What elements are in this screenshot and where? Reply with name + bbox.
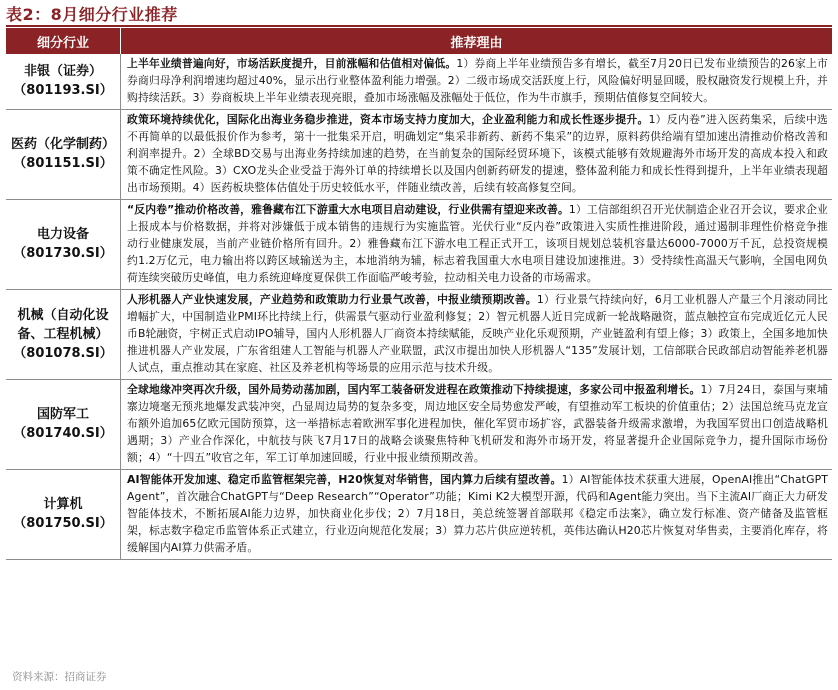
reason-body: 1）行业景气持续向好，6月工业机器人产量三个月滚动同比增幅扩大，中国制造业PMI环比持续上行，供需景气驱动行业盈利修复；2）智元机器人近日完成新一轮战略融资，蓝点触控宣布完成近亿元人民币B轮融资，宇树正式启动IPO辅导，国内人形机器人厂商资本持续赋能，反映产业化乐观预期，产业链盈利有望上修；3）政策上，全国多地加快推进机器人产业发展，广东省组建人工智能与机器人产业联盟，武汉市提出加快人形机器人“135”发展计划，工信部联合民政部启动智能养老机器人试点，重点推动其在家庭、社区及养老机构等场景的应用示范与技术升级。 [127, 292, 829, 375]
reason-highlight: 政策环境持续优化，国际化出海业务稳步推进，资本市场支持力度加大，企业盈利能力和成长性逐步提升。 [127, 112, 649, 126]
sector-cell [6, 379, 121, 469]
sector-name: 电力设备 [36, 227, 89, 243]
sector-cell [6, 199, 121, 289]
table-row [6, 289, 832, 379]
reason-cell [121, 109, 833, 199]
reason-body: 1）券商上半年业绩预告多有增长，截至7月20日已发布业绩预告的26家上市券商归母净利润增速均超过40%，显示出行业整体盈利能力增强。2）二级市场成交活跃度上行，风险偏好明显回暖，股权融资发行规模上升，并购持续活跃。3）券商板块上半年业绩表现亮眼，叠加市场涨幅及涨幅处于低位，作为牛市旗手，预期估值修复空间较大。 [127, 57, 828, 105]
reason-body: 1）AI智能体技术获重大进展，OpenAI推出“ChatGPT Agent”，首次融合ChatGPT与“Deep Research”“Operator”功能；Kimi K2大模型开源，代码和Agent能力突出。当下主流AI厂商正大力研发智能体技术，不断拓展AI能力边界，加快商业化步伐；2）7月18日，美总统签署首部联邦《稳定币法案》，确立发行标准、资产储备及监管框架，标志数字稳定币监管体系正式建立，行业迈向规范化发展；3）算力芯片供应逆转机，英伟达确认H20芯片恢复对华售卖，主要消化库存，将缓解国内AI算力供需矛盾。 [127, 472, 828, 555]
sector-code: （801740.SI） [13, 426, 113, 442]
table-title: 表2：8月细分行业推荐 [6, 5, 178, 24]
reason-cell [121, 379, 833, 469]
sector-name: 医药（化学制药） [10, 137, 115, 153]
reason-highlight: 人形机器人产业快速发展，产业趋势和政策助力行业景气改善，中报业绩预期改善。 [127, 292, 537, 306]
table-row [6, 469, 832, 559]
reason-body: 1）反内卷”进入医药集采，后续中选不再简单的以最低报价作为参考，第十一批集采开启，明确划定“集采非新药、新药不集采”的边界，原料药供给端有望加速出清推动价格改善和利润率提升。2）全球BD交易与出海业务持续加速的趋势，在当前复杂的国际经贸环境下，该模式能够有效规避海外市场开发的高成本投入和政策不确定性风险。3）CXO龙头企业受益于海外订单的持续增长以及国内创新药研发的提速，整体盈利能力和成长性得到提升，上半年业绩表现超出市场预期。4）医药板块整体估值处于历史较低水平，伴随业绩改善，后续有较高修复空间。 [127, 112, 828, 195]
reason-highlight: “反内卷”推动价格改善，雅鲁藏布江下游重大水电项目启动建设，行业供需有望迎来改善。 [127, 202, 569, 216]
sector-name: 非银（证券） [23, 64, 102, 80]
table-row [6, 379, 832, 469]
table-header-row [6, 28, 832, 54]
reason-highlight: AI智能体开发加速、稳定币监管框架完善，H20恢复对华销售，国内算力后续有望改善。 [127, 472, 562, 486]
sector-code: （801151.SI） [13, 156, 113, 172]
sector-cell [6, 109, 121, 199]
reason-cell [121, 54, 833, 109]
sector-name: 国防军工 [36, 407, 89, 423]
sector-name: 机械（自动化设备、工程机械） [17, 307, 109, 342]
table-row [6, 199, 832, 289]
reason-cell [121, 469, 833, 559]
reason-highlight: 上半年业绩普遍向好，市场活跃度提升，目前涨幅和估值相对偏低。 [127, 57, 457, 70]
reason-body: 1）7月24日，泰国与柬埔寨边境毫无预兆地爆发武装冲突，凸显周边局势的复杂多变，周边地区安全局势愈发严峻，有望推动军工板块的价值重估；2）法国总统马克龙宣布额外追加65亿欧元国防预算，这一举措标志着欧洲军事化进程加快，催化军贸市场扩容，武器装备升级需求激增，为我国军贸出口创造战略机遇期；3）产业合作深化，中航技与陕飞7月17日的战略会谈聚焦特种飞机研发和海外市场开发，将显著提升企业国际竞争力，提升国际市场份额；4）“十四五”收官之年，军工订单加速回暖，行业中报业绩预期改善。 [127, 382, 828, 465]
source-note: 资料来源：招商证券 [12, 671, 107, 683]
recommendation-table [6, 28, 832, 560]
sector-cell [6, 54, 121, 109]
table-row [6, 109, 832, 199]
sector-name: 计算机 [43, 497, 83, 513]
reason-highlight: 全球地缘冲突再次升级，国外局势动荡加剧，国内军工装备研发进程在政策推动下持续提速，多家公司中报盈利增长。 [127, 382, 701, 396]
header-reason: 推荐理由 [121, 28, 833, 54]
reason-body: 1）工信部组织召开光伏制造企业召开会议，要求企业上报成本与价格数据，并将对涉嫌低于成本销售的违规行为实施监管。光伏行业“反内卷”政策进入实质性推进阶段，通过遏制非理性价格竞争推动行业健康发展，当前产业链价格所有回升。2）雅鲁藏布江下游水电工程正式开工，该项目规划总装机容量达6000-7000万千瓦，总投资规模约1.2万亿元，电力输出将以跨区域输送为主，本地消纳为辅，标志着我国重大水电项目建设加速推进。3）受持续性高温天气影响，全国电网负荷连续突破历史峰值，电力系统迎峰度夏保供工作面临严峻考验，拉动相关电力设备的市场需求。 [127, 202, 828, 285]
sector-cell [6, 289, 121, 379]
title-divider [6, 25, 832, 27]
sector-code: （801750.SI） [13, 516, 113, 532]
sector-cell [6, 469, 121, 559]
header-sector: 细分行业 [6, 28, 121, 54]
sector-code: （801078.SI） [13, 345, 113, 361]
table-row [6, 54, 832, 109]
reason-cell [121, 289, 833, 379]
sector-code: （801193.SI） [13, 83, 113, 99]
reason-cell [121, 199, 833, 289]
sector-code: （801730.SI） [13, 246, 113, 262]
